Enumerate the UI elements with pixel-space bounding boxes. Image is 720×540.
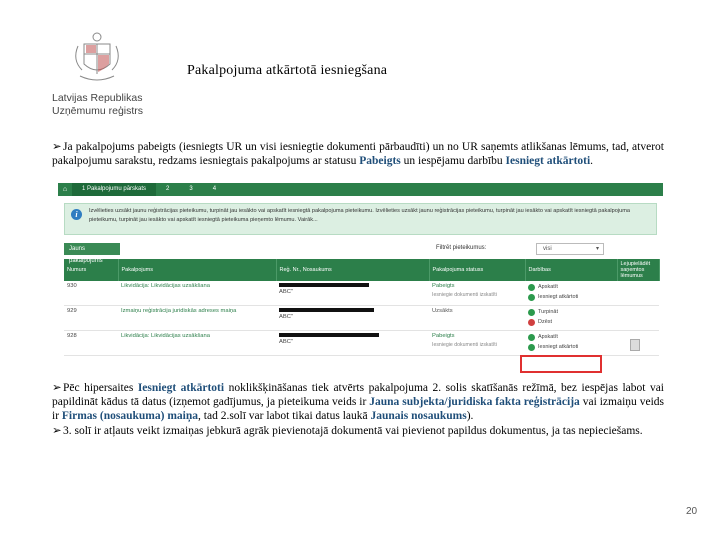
tab-1[interactable]: 1 Pakalpojumu pārskats [72, 183, 156, 196]
bullet-1-text-3: . [590, 155, 594, 167]
filter-label: Filtrēt pieteikumus: [436, 245, 487, 251]
table-row [64, 306, 659, 331]
logo-line-2: Uzņēmumu reģistrs [52, 105, 144, 117]
resubmit-action-label: Iesniegt atkārtoti [538, 294, 579, 300]
row-service-link[interactable]: Likvidācija: Likvidācijas uzsākšana [118, 281, 276, 306]
redacted-block [279, 308, 374, 312]
page-number: 20 [686, 506, 698, 517]
row-actions [525, 331, 617, 356]
list-toolbar [58, 241, 663, 264]
continue-icon [528, 309, 535, 316]
table-header-row [64, 259, 659, 281]
delete-action[interactable] [528, 318, 614, 326]
col-reg-name[interactable]: Reģ. Nr., Nosaukums [276, 259, 429, 281]
col-service[interactable]: Pakalpojums [118, 259, 276, 281]
bullet-3 [52, 424, 664, 438]
row-name-suffix: ABC" [279, 314, 293, 320]
filter-select-value: visi [543, 246, 552, 252]
row-number: 928 [64, 331, 118, 356]
view-icon [528, 284, 535, 291]
row-decisions [617, 331, 659, 356]
status-text: Pabeigts [432, 333, 455, 339]
row-reg-name [276, 331, 429, 356]
page-title: Pakalpojuma atkārtotā iesniegšana [187, 63, 388, 78]
bullet-2-text-1: Pēc hipersaites [63, 382, 138, 394]
filter-select[interactable] [536, 243, 604, 255]
row-name-suffix: ABC" [279, 339, 293, 345]
info-text: Izvēlieties uzsākt jaunu reģistrācijas pieteikumu, turpināt jau iesākto vai apskatīt iesniegtā pakalpojuma pieteikumu. Izvēlieties uzsākt jaunu reģistrācijas pieteikumu, turpināt jau iesākto vai apskatīt iesniegtā pakalpojuma pieteikumu, turpināt jau iesākto vai apskatīt iesniegtā pieteikuma pieņemto lēmumu. Vairāk... [89, 208, 631, 223]
row-status [429, 331, 525, 356]
resubmit-icon [528, 344, 535, 351]
resubmit-icon [528, 294, 535, 301]
view-icon [528, 334, 535, 341]
row-service-link[interactable]: Izmaiņu reģistrācija juridiskās adreses maiņa [118, 306, 276, 331]
new-entity-registration-term: Jauna subjekta/juridiska fakta reģistrācija [369, 396, 580, 408]
resubmit-action-label: Iesniegt atkārtoti [538, 344, 579, 350]
row-reg-name [276, 306, 429, 331]
resubmit-term: Iesniegt atkārtoti [137, 382, 225, 394]
wizard-tabs [58, 183, 663, 196]
col-status[interactable]: Pakalpojuma statuss [429, 259, 525, 281]
new-name-field-term: Jaunais nosaukums [370, 410, 467, 422]
latvian-register-logo [48, 30, 148, 122]
delete-icon [528, 319, 535, 326]
info-icon: i [71, 209, 82, 220]
row-reg-name [276, 281, 429, 306]
bullet-1-text-1: Ja pakalpojums pabeigts (iesniegts UR un visi iesniegtie dokumenti pārbaudīti) un no UR saņemts atlikšanas lēmums, tad, atverot pakalpojumu sarakstu, redzams iesniegtais pakalpojums ar statusu [52, 141, 664, 167]
bullet-2-text-2: noklikšķināšanas tiek atvērts pakalpojuma 2. solis skatīšanās režīmā, bez iespējas labot vai papildināt kādus tā datus (izņemot gadījumus, ja pieteikuma veids ir [52, 382, 664, 408]
redacted-block [279, 283, 369, 287]
resubmit-highlight-box [520, 355, 602, 373]
bullet-2-text-4: , tad 2.solī var labot tikai datus laukā [198, 410, 371, 422]
bullet-1-text-2: un iespējamu darbību [400, 155, 506, 167]
row-decisions [617, 281, 659, 306]
tab-2[interactable]: 2 [166, 186, 170, 192]
redacted-block [279, 333, 379, 337]
status-completed-term: Pabeigts [359, 155, 401, 167]
row-decisions [617, 306, 659, 331]
bullet-3-text: 3. solī ir atļauts veikt izmaiņas jebkurā agrāk pievienotajā dokumentā vai pievienot papildus dokumentus, ja tas nepieciešams. [63, 425, 643, 437]
coat-of-arms-icon [70, 30, 124, 86]
row-actions [525, 281, 617, 306]
table-row [64, 331, 659, 356]
col-decisions: Lejupielādēt saņemtos lēmumus [617, 259, 659, 281]
view-action-label: Apskatīt [538, 334, 558, 340]
logo-line-1: Latvijas Republikas [52, 92, 143, 104]
status-text: Pabeigts [432, 283, 455, 289]
chevron-down-icon: ▾ [595, 246, 599, 252]
bullet-2 [52, 381, 664, 423]
table-row [64, 281, 659, 306]
delete-action-label: Dzēst [538, 319, 553, 325]
name-change-term: Firmas (nosaukuma) maiņa [61, 410, 199, 422]
row-status [429, 306, 525, 331]
view-action-label: Apskatīt [538, 284, 558, 290]
new-service-button[interactable]: Jauns pakalpojums [64, 243, 120, 255]
col-number[interactable]: Numurs [64, 259, 118, 281]
resubmit-term: Iesniegt atkārtoti [505, 155, 591, 167]
bullet-2-text-5: ). [466, 410, 474, 422]
continue-action-label: Turpināt [538, 309, 558, 315]
row-name-suffix: ABC" [279, 289, 293, 295]
tab-4[interactable]: 4 [212, 186, 217, 192]
continue-action[interactable] [528, 308, 614, 316]
row-actions [525, 306, 617, 331]
arrow-bullet-icon: ➢ [52, 425, 62, 437]
row-number: 929 [64, 306, 118, 331]
home-icon[interactable]: ⌂ [62, 186, 68, 193]
tab-3[interactable]: 3 [189, 186, 193, 192]
status-subtext: Iesniegie dokumenti izskatīti [432, 342, 497, 348]
bullet-2-text-3: vai izmaiņu veids ir [52, 396, 664, 422]
view-action[interactable] [528, 333, 614, 341]
app-screenshot [58, 183, 663, 375]
row-status [429, 281, 525, 306]
resubmit-action[interactable] [528, 343, 614, 351]
status-subtext: Iesniegie dokumenti izskatīti [432, 292, 497, 298]
services-table [64, 259, 660, 356]
resubmit-action[interactable] [528, 293, 614, 301]
view-action[interactable] [528, 283, 614, 291]
file-download-icon[interactable] [630, 339, 640, 351]
arrow-bullet-icon: ➢ [52, 382, 62, 394]
info-box [64, 203, 657, 235]
col-actions: Darbības [525, 259, 617, 281]
arrow-bullet-icon: ➢ [52, 141, 62, 153]
row-number: 930 [64, 281, 118, 306]
row-service-link[interactable]: Likvidācija: Likvidācijas uzsākšana [118, 331, 276, 356]
bullet-1 [52, 140, 664, 168]
status-text: Uzsākts [432, 308, 453, 314]
